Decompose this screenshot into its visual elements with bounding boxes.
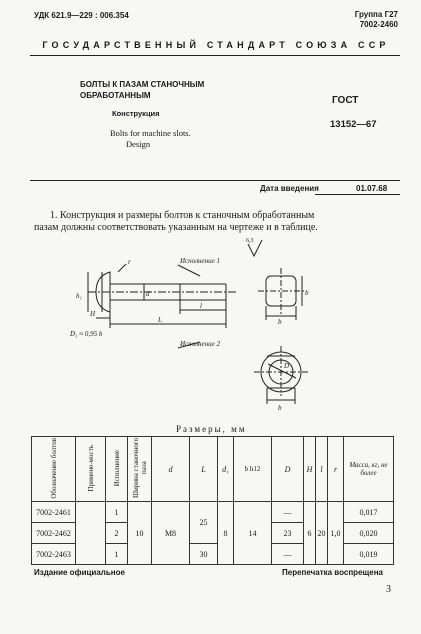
paragraph-line2: пазам должны соответствовать указанным на чертеже и в таблице.: [34, 222, 318, 233]
row-code: 7002-2463: [32, 544, 76, 565]
group-number: 7002-2460: [359, 20, 398, 29]
col-d: d: [152, 437, 190, 502]
row-variant: 1: [106, 502, 128, 523]
table-row: [32, 502, 394, 523]
label-b-vert: b: [305, 289, 309, 297]
label-L: L: [158, 316, 162, 324]
variant1-leader: [178, 265, 200, 276]
col-mass: Масса, кг, не более: [344, 437, 394, 502]
group-code: Группа Г27: [354, 10, 398, 19]
cell-D-dash2: —: [272, 544, 304, 565]
cell-l: 20: [316, 502, 328, 565]
variant2-label: Исполнение 2: [180, 340, 220, 348]
footer-reprint-prohibited: Перепечатка воспрещена: [282, 568, 383, 577]
table-header-row: [32, 437, 394, 502]
gost-number: 13152—67: [330, 119, 377, 130]
cell-r: 1,0: [328, 502, 344, 565]
date-underline: [315, 194, 400, 195]
label-D: D: [284, 362, 290, 370]
label-H: H: [90, 310, 96, 318]
standard-banner: ГОСУДАРСТВЕННЫЙ СТАНДАРТ СОЮЗА ССР: [42, 40, 390, 50]
title-ru-line2: ОБРАБОТАННЫМ: [80, 91, 151, 100]
row-mass: 0,019: [344, 544, 394, 565]
cell-L1: 25: [190, 502, 218, 544]
row-code: 7002-2462: [32, 523, 76, 544]
col-D: D: [272, 437, 304, 502]
page-number: 3: [386, 584, 391, 595]
footer-official-edition: Издание официальное: [34, 568, 125, 577]
label-l: l: [200, 302, 202, 310]
cell-L2: 30: [190, 544, 218, 565]
cell-slot-width: 10: [128, 502, 152, 565]
cell-H: 6: [304, 502, 316, 565]
col-H: H: [304, 437, 316, 502]
paragraph-line1: 1. Конструкция и размеры болтов к станочным обработанным: [50, 210, 315, 221]
row-mass: 0,017: [344, 502, 394, 523]
row-applicability: [76, 502, 106, 565]
table-caption: Размеры, мм: [176, 424, 247, 434]
label-b-horiz: b: [278, 318, 282, 326]
gost-label: ГОСТ: [332, 95, 359, 106]
row-code: 7002-2461: [32, 502, 76, 523]
bolt-drawing: [30, 236, 400, 416]
col-b: b h12: [234, 437, 272, 502]
col-applicability: Примене-мость: [76, 437, 106, 502]
cell-D-dash1: —: [272, 502, 304, 523]
title-en-line2: Design: [126, 139, 151, 149]
row-mass: 0,020: [344, 523, 394, 544]
date-top-rule: [30, 180, 400, 181]
col-d1: d₁: [218, 437, 234, 502]
cell-D-value: 23: [272, 523, 304, 544]
dimensions-table: [31, 436, 394, 565]
label-d: d: [146, 290, 150, 298]
col-l: l: [316, 437, 328, 502]
label-r: r: [128, 258, 131, 266]
col-L: L: [190, 437, 218, 502]
label-h1: h₁: [76, 292, 82, 300]
col-designation: Обозначение болтов: [32, 437, 76, 502]
roughness-value: 6,3: [246, 238, 254, 244]
date-value: 01.07.68: [356, 184, 388, 193]
cell-b: 14: [234, 502, 272, 565]
row-variant: 1: [106, 544, 128, 565]
variant1-label: Исполнение 1: [180, 257, 220, 265]
formula: D₁ ≈ 0,95 b: [70, 330, 103, 338]
header-rule: [30, 55, 400, 56]
label-b-lower: b: [278, 404, 282, 412]
col-r: r: [328, 437, 344, 502]
cell-d1: 8: [218, 502, 234, 565]
udk-code: УДК 621.9—229 : 006.354: [34, 11, 129, 20]
date-label: Дата введения: [260, 184, 319, 193]
row-variant: 2: [106, 523, 128, 544]
col-variant: Исполнение: [106, 437, 128, 502]
title-ru-line1: БОЛТЫ К ПАЗАМ СТАНОЧНЫМ: [80, 80, 205, 89]
title-en-line1: Bolts for machine slots.: [110, 128, 191, 138]
title-ru-sub: Конструкция: [112, 109, 160, 118]
col-slot-width: Ширина станочного паза: [128, 437, 152, 502]
cell-d: М8: [152, 502, 190, 565]
